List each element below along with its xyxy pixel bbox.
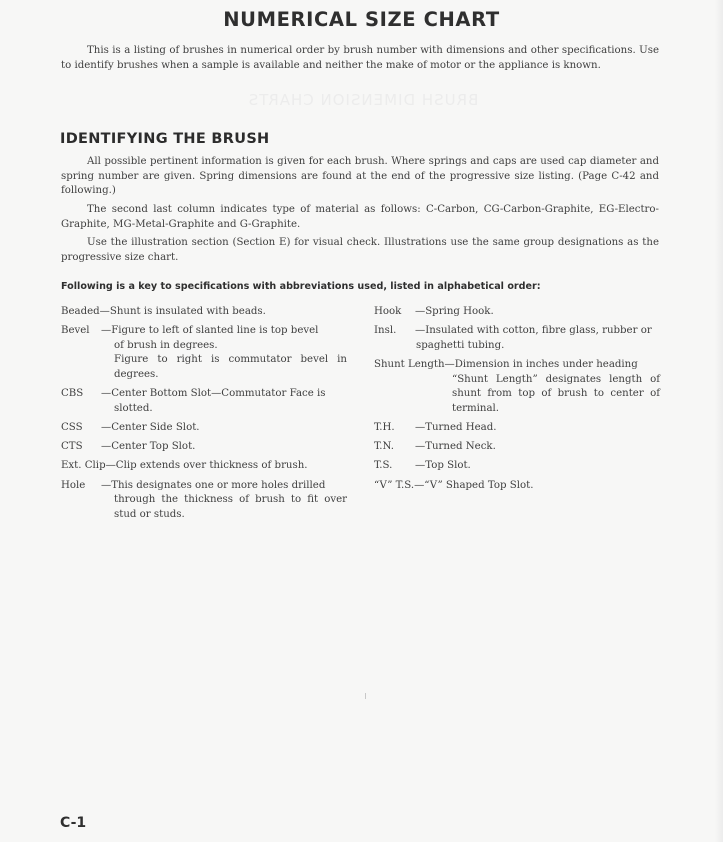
key-definition: —Top Slot.: [415, 460, 471, 472]
key-entry-hook: [374, 305, 660, 320]
key-definition-cont: “Shunt Length” designates length of shunt from top of brush to center of terminal.: [452, 373, 660, 414]
key-term: Hole: [61, 479, 86, 491]
bleed-through-text: BRUSH DIMENSION CHARTS: [247, 91, 479, 109]
key-definition: —Dimension in inches under heading: [444, 358, 638, 370]
key-term: Bevel: [61, 325, 90, 337]
page-title: NUMERICAL SIZE CHART: [223, 8, 500, 31]
key-entry-hole: [61, 479, 347, 523]
key-entry-bevel: [61, 324, 347, 382]
key-entry-th: [374, 421, 660, 436]
paragraph-material-types: The second last column indicates type of material as follows: C-Carbon, CG-Carbon-Graphite, EG-Electro-Graphite, MG-Metal-Graphite and G-Graphite.: [61, 204, 659, 230]
key-definition: —Figure to left of slanted line is top bevel: [101, 325, 319, 337]
key-definition: —Center Bottom Slot—Commutator Face is: [101, 388, 326, 400]
key-definition: —Shunt is insulated with beads.: [99, 306, 266, 317]
key-definition: —Center Side Slot.: [101, 421, 200, 433]
key-definition: —Turned Neck.: [415, 441, 496, 453]
page-number: C-1: [60, 815, 87, 831]
key-definition: —This designates one or more holes drilled: [101, 479, 326, 491]
key-definition-cont: Figure to right is commutator bevel in degrees.: [114, 354, 347, 380]
key-entry-tn: [374, 440, 660, 455]
paragraph-pertinent-info: All possible pertinent information is given for each brush. Where springs and caps are used cap diameter and spring number are given. Spring dimensions are found at the end of the progressive size listing. (Page C-42 and following.): [61, 156, 659, 197]
key-term: Shunt Length: [374, 358, 445, 370]
key-term: Beaded: [61, 306, 100, 317]
key-term: “V” T.S.: [374, 479, 415, 491]
key-term: CSS: [61, 421, 83, 433]
key-definition: —Insulated with cotton, fibre glass, rubber or: [415, 325, 652, 337]
key-term: T.H.: [374, 421, 395, 433]
key-column-left: [61, 305, 347, 527]
key-term: CTS: [61, 441, 83, 453]
key-definition-cont: of brush in degrees.: [114, 339, 218, 351]
key-entry-css: [61, 421, 347, 436]
key-definition: —“V” Shaped Top Slot.: [414, 479, 534, 491]
key-term: Insl.: [374, 325, 397, 337]
key-definition: —Clip extends over thickness of brush.: [105, 460, 308, 472]
key-term: T.S.: [374, 460, 393, 472]
key-column-right: [374, 305, 660, 498]
paragraph-illustration-section: Use the illustration section (Section E) for visual check. Illustrations use the same group designations as the progressive size chart.: [61, 237, 659, 263]
intro-paragraph: This is a listing of brushes in numerical order by brush number with dimensions and other specifications. Use to identify brushes when a sample is available and neither the make of motor or the appliance is known.: [61, 45, 659, 71]
key-entry-shunt-length: [374, 358, 660, 416]
scan-mark: [365, 693, 366, 699]
key-definition: —Turned Head.: [415, 421, 497, 433]
key-entry-beaded: [61, 305, 347, 320]
key-term: T.N.: [374, 441, 395, 453]
key-definition-cont: through the thickness of brush to fit over stud or studs.: [114, 494, 347, 520]
key-entry-ext-clip: [61, 459, 347, 474]
key-entry-insl: [374, 324, 660, 353]
key-entry-cbs: [61, 387, 347, 416]
key-definition: —Center Top Slot.: [101, 441, 196, 453]
key-entry-ts: [374, 459, 660, 474]
key-term: Hook: [374, 306, 402, 317]
key-term: CBS: [61, 388, 84, 400]
key-definition-cont: slotted.: [114, 402, 153, 414]
key-definition-cont: spaghetti tubing.: [416, 339, 505, 351]
key-heading: Following is a key to specifications with abbreviations used, listed in alphabetical order:: [61, 281, 541, 292]
key-entry-cts: [61, 440, 347, 455]
key-definition: —Spring Hook.: [415, 306, 494, 317]
key-entry-v-ts: [374, 479, 660, 494]
page-edge-shadow: [715, 0, 723, 842]
key-term: Ext. Clip: [61, 460, 106, 472]
section-heading: IDENTIFYING THE BRUSH: [60, 131, 270, 147]
